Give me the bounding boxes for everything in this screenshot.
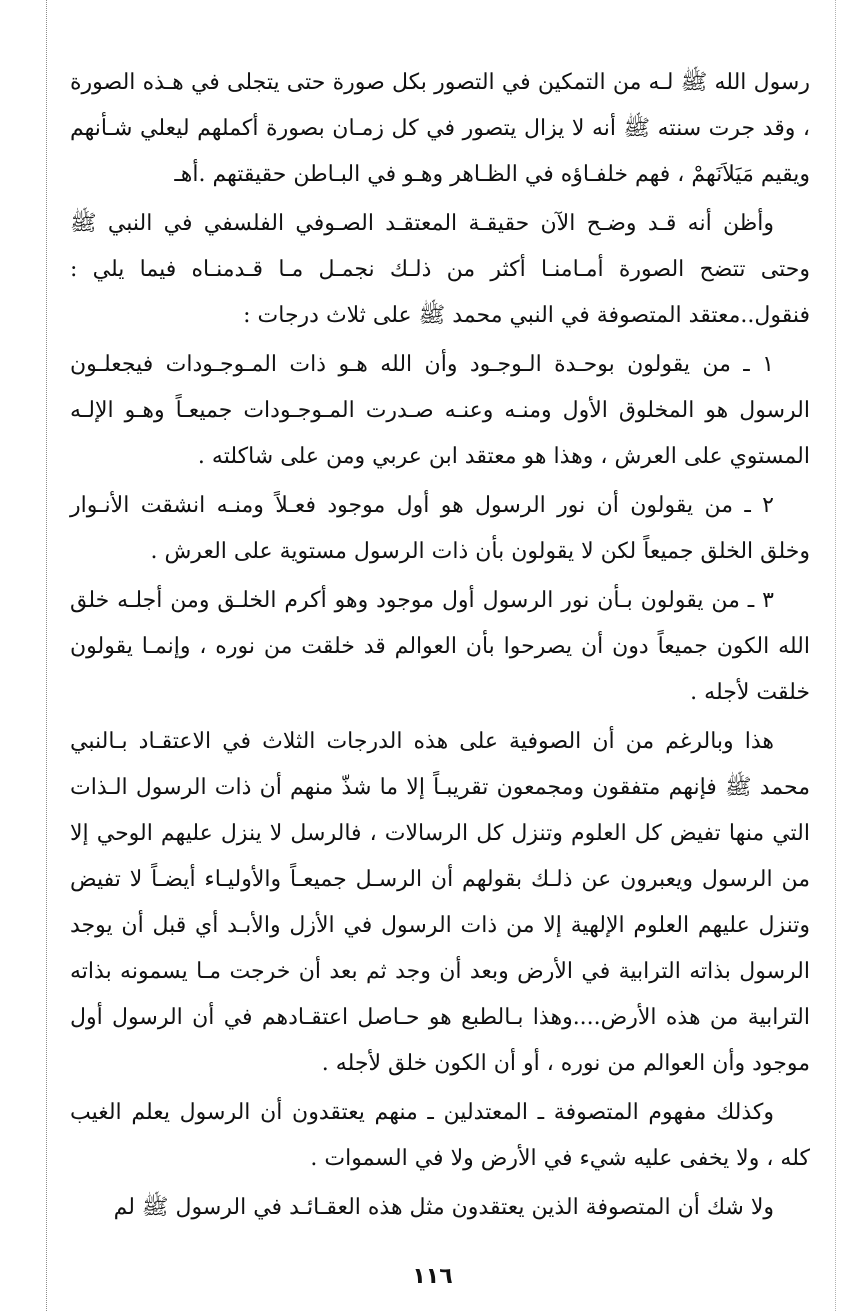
paragraph-7-moderates: وكذلك مفهوم المتصوفة ـ المعتدلين ـ منهم يعتقدون أن الرسول يعلم الغيب كله ، ولا يخفى عليه شيء في الأرض ولا في السموات . — [70, 1100, 810, 1171]
scan-edge-right — [835, 0, 836, 1311]
paragraph-8-conclusion-start: ولا شك أن المتصوفة الذين يعتقدون مثل هذه العقـائـد في الرسول ﷺ لم — [113, 1195, 774, 1220]
paragraph-1-continuation: رسول الله ﷺ لـه من التمكين في التصور بكل صورة حتى يتجلى في هـذه الصورة ، وقد جرت سنته ﷺ أنه لا يزال يتصور في كل زمـان بصورة أكملهم ليعلي شـأنهم ويقيم مَيَلاَنَهمْ ، فهم خلفـاؤه في الظـاهر وهـو في البـاطن حقيقتهم .أهـ — [70, 70, 810, 187]
paragraph-4-degree-two: ٢ ـ من يقولون أن نور الرسول هو أول موجود فعـلاً ومنـه انشقت الأنـوار وخلق الخلق جميعاً لكن لا يقولون بأن ذات الرسول مستوية على العرش . — [70, 493, 810, 564]
paragraph-2-summary-intro: وأظن أنه قـد وضـح الآن حقيقـة المعتقـد الصـوفي الفلسفي في النبي ﷺ وحتى تتضح الصورة أمـامنـا أكثر من ذلـك نجمـل مـا قـدمنـاه فيما يلي : فنقول..معتقد المتصوفة في النبي محمد ﷺ على ثلاث درجات : — [70, 211, 810, 328]
paragraph-6-consensus: هذا وبالرغم من أن الصوفية على هذه الدرجات الثلاث في الاعتقـاد بـالنبي محمد ﷺ فإنهم متفقون ومجمعون تقريبـاً إلا ما شذّ منهم أن ذات الرسول الـذات التي منها تفيض كل العلوم وتنزل كل الرسالات ، فالرسل لا ينزل عليهم الوحي إلا من الرسول ويعبرون عن ذلـك بقولهم أن الرسـل جميعـاً والأوليـاء أيضـاً لا تفيض وتنزل عليهم العلوم الإلهية إلا من ذات الرسول في الأزل والأبـد أي قبل أن يوجد الرسول بذاته الترابية في الأرض وبعد أن وجد ثم بعد أن خرجت مـا يسمونه بذاته الترابية من هذه الأرض....وهذا بـالطبع هو حـاصل اعتقـادهم في أن الرسول أول موجود وأن العوالم من نوره ، أو أن الكون خلق لأجله . — [70, 729, 810, 1076]
paragraph-5-degree-three: ٣ ـ من يقولون بـأن نور الرسول أول موجود وهو أكرم الخلـق ومن أجلـه خلق الله الكون جميعاً دون أن يصرحوا بأن العوالم قد خلقت من نوره ، وإنمـا يقولون خلقت لأجله . — [70, 588, 810, 705]
paragraph-3-degree-one: ١ ـ من يقولون بوحـدة الـوجـود وأن الله هـو ذات المـوجـودات فيجعلـون الرسول هو المخلوق الأول ومنـه وعنـه صـدرت المـوجـودات جميعـاً وهـو الإلـه المستوي على العرش ، وهذا هو معتقد ابن عربي ومن على شاكلته . — [70, 352, 810, 469]
page-number: ١١٦ — [412, 1264, 453, 1289]
page-body-text — [70, 60, 810, 1234]
scan-edge-left — [46, 0, 47, 1311]
